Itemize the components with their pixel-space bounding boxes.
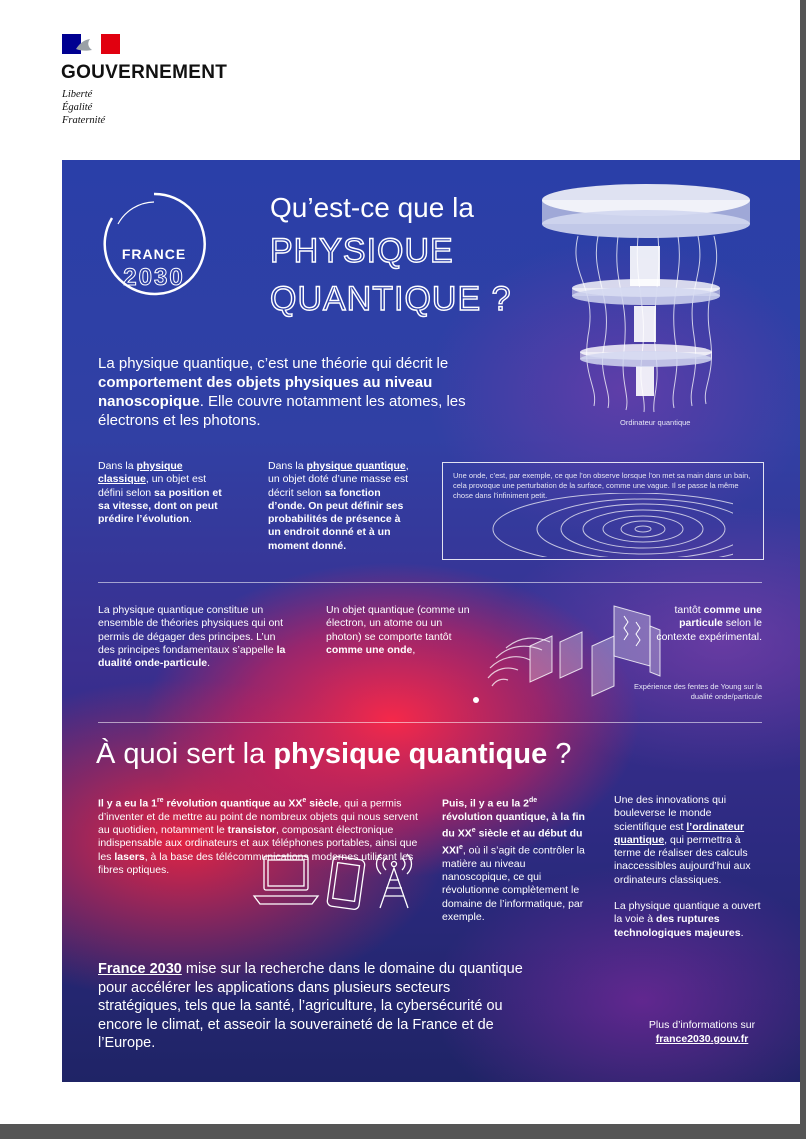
breakthrough-text-1: La physique quantique a ouvert la voie à xyxy=(614,900,761,926)
page-shadow-bottom xyxy=(0,1124,806,1139)
quantum-object-text-2: , xyxy=(412,643,416,656)
classic-physics-paragraph xyxy=(98,460,234,526)
revolution2-paragraph xyxy=(442,794,588,924)
rev1-text-2: , composant électronique indispensable aux ordinateurs et aux téléphones portables, ainsi que les xyxy=(98,824,418,863)
rev1-bold-transistor: transistor xyxy=(227,824,277,837)
title-line-3: QUANTIQUE ? xyxy=(270,280,512,318)
motto-liberte: Liberté xyxy=(62,89,93,100)
logo-france-text: FRANCE xyxy=(121,246,187,262)
duality-bold: la dualité onde-particule xyxy=(98,643,286,670)
duality-paragraph xyxy=(98,604,294,670)
classic-physics-term: physique classique xyxy=(98,460,183,486)
quantum-object-paragraph xyxy=(326,604,476,657)
intro-paragraph xyxy=(98,354,518,430)
republic-motto xyxy=(62,88,105,127)
breakthrough-bold: des ruptures technologiques majeures xyxy=(614,913,741,939)
quantum-text-1: Dans la xyxy=(268,460,307,472)
rev1-bold-2: révolution quantique au XX xyxy=(163,797,303,810)
intro-bold: comportement des objets physiques au niveau nanoscopique xyxy=(98,374,433,410)
closing-text: mise sur la recherche dans le domaine du quantique pour accélérer les applications dans plusieurs secteurs stratégiques, tels que la santé, l’agriculture, la cybersécurité ou encore le climat, et asseoir la souveraineté de la France et de l’Europe. xyxy=(98,961,523,1051)
rev1-sup-2: e xyxy=(302,797,307,804)
title-line-2: PHYSIQUE xyxy=(270,232,454,270)
france-2030-logo xyxy=(98,188,210,300)
rev2-sup-2: e xyxy=(471,827,476,835)
rev2-bold-2: révolution quantique, à la fin du XX xyxy=(442,810,585,840)
quantum-object-text-1: Un objet quantique (comme un électron, un atome ou un photon) se comporte tantôt xyxy=(326,604,470,643)
antenna-tower-icon xyxy=(377,854,412,908)
rev2-sup-3: e xyxy=(458,843,463,851)
smartphone-icon xyxy=(327,856,366,910)
more-info xyxy=(622,1018,782,1046)
rev2-text-1: , où il s’agit de contrôler la matière au niveau nanoscopique, ce qui révolutionne complètement le domaine de l’informatique, par exemple. xyxy=(442,844,585,923)
classic-bold: sa position et sa vitesse, dont on peut prédire l’évolution xyxy=(98,486,222,526)
particle-text-1: tantôt xyxy=(674,604,704,616)
rev2-bold-3: siècle et au début du XXI xyxy=(442,827,583,857)
rev2-bold-1: Puis, il y a eu la 2 xyxy=(442,797,529,810)
caption-young-experiment: Expérience des fentes de Young sur la dualité onde/particule xyxy=(633,682,762,701)
rev1-bold-3: siècle xyxy=(306,797,339,810)
classic-text-3: . xyxy=(189,513,192,526)
motto-egalite: Égalité xyxy=(62,102,93,113)
page-shadow-right xyxy=(800,0,806,1139)
more-info-link[interactable]: france2030.gouv.fr xyxy=(655,1033,749,1045)
breakthrough-paragraph xyxy=(614,900,764,940)
laptop-icon xyxy=(254,856,318,904)
divider-1 xyxy=(98,582,762,583)
quantum-computer-paragraph xyxy=(614,794,764,887)
closing-paragraph xyxy=(98,960,528,1053)
marianne-flag-logo xyxy=(62,34,120,54)
infographic-poster xyxy=(62,160,800,1082)
duality-text-2: . xyxy=(207,657,211,670)
quantum-computer-illustration xyxy=(538,176,754,416)
divider-2 xyxy=(98,722,762,723)
rev2-sup-1: de xyxy=(528,797,538,804)
quantum-text-2: , un objet doté d’une masse est décrit selon xyxy=(268,460,409,499)
computer-text-2: , qui permettra à terme de réaliser des calculs inaccessibles aujourd’hui aux ordinateurs classiques. xyxy=(614,833,751,886)
rev1-text-1: , qui a permis d’inventer et de mettre au point de nombreux objets qui nous servent au quotidien, notamment le xyxy=(98,797,418,837)
computer-term: l’ordinateur quantique xyxy=(614,820,745,846)
more-info-label: Plus d’informations sur xyxy=(648,1019,756,1031)
wave-explanation-box xyxy=(442,462,764,560)
water-ripples-icon xyxy=(483,493,733,557)
logo-year-text: 2030 xyxy=(123,264,185,291)
quantum-object-bold: comme une onde xyxy=(326,643,413,656)
rev1-bold-1: Il y a eu la 1 xyxy=(98,797,157,810)
government-brand: GOUVERNEMENT xyxy=(61,62,228,83)
quantum-physics-term: physique quantique xyxy=(306,460,406,472)
section2-title-text-2: ? xyxy=(547,738,572,770)
duality-text-1: La physique quantique constitue un ensemble de théories physiques qui ont permis de dégager des principes. L’un des principes fondamentaux s’appelle xyxy=(98,604,284,656)
particle-text-2: selon le contexte expérimental. xyxy=(656,617,762,643)
intro-text-1: La physique quantique, c’est une théorie qui décrit le xyxy=(98,355,449,372)
quantum-bold: sa fonction d’onde. On peut définir ses probabilités de présence à un endroit donné et à un moment donné. xyxy=(268,486,404,552)
france2030-term: France 2030 xyxy=(98,961,182,977)
title-line-1: Qu’est-ce que la xyxy=(270,192,474,223)
particle-bold: comme une particule xyxy=(679,604,762,630)
rev1-sup-1: re xyxy=(156,797,164,804)
computer-text-1: Une des innovations qui bouleverse le monde scientifique est xyxy=(614,794,727,833)
rev1-bold-lasers: lasers xyxy=(114,850,145,863)
wave-note-text: Une onde, c’est, par exemple, ce que l’on observe lorsque l’on met sa main dans un bain, cela provoque une perturbation de la surface, comme une vague. Il se passe la même chose dans l’infiniment petit. xyxy=(453,471,751,500)
section2-title-text-1: À quoi sert la xyxy=(96,738,274,770)
motto-fraternite: Fraternité xyxy=(62,115,106,126)
classic-text-1: Dans la xyxy=(98,460,137,472)
rev1-text-3: , à la base des télécommunications modernes utilisant les fibres optiques. xyxy=(98,850,414,876)
particle-paragraph xyxy=(654,604,762,644)
devices-icons xyxy=(242,850,422,912)
quantum-physics-paragraph xyxy=(268,460,414,553)
caption-quantum-computer: Ordinateur quantique xyxy=(620,418,691,427)
breakthrough-text-2: . xyxy=(740,926,744,939)
section2-title xyxy=(96,738,571,771)
section2-title-bold: physique quantique xyxy=(273,738,548,770)
intro-text-2: . Elle couvre notamment les atomes, les électrons et les photons. xyxy=(98,393,466,429)
classic-text-2: , un objet est défini selon xyxy=(98,473,206,499)
